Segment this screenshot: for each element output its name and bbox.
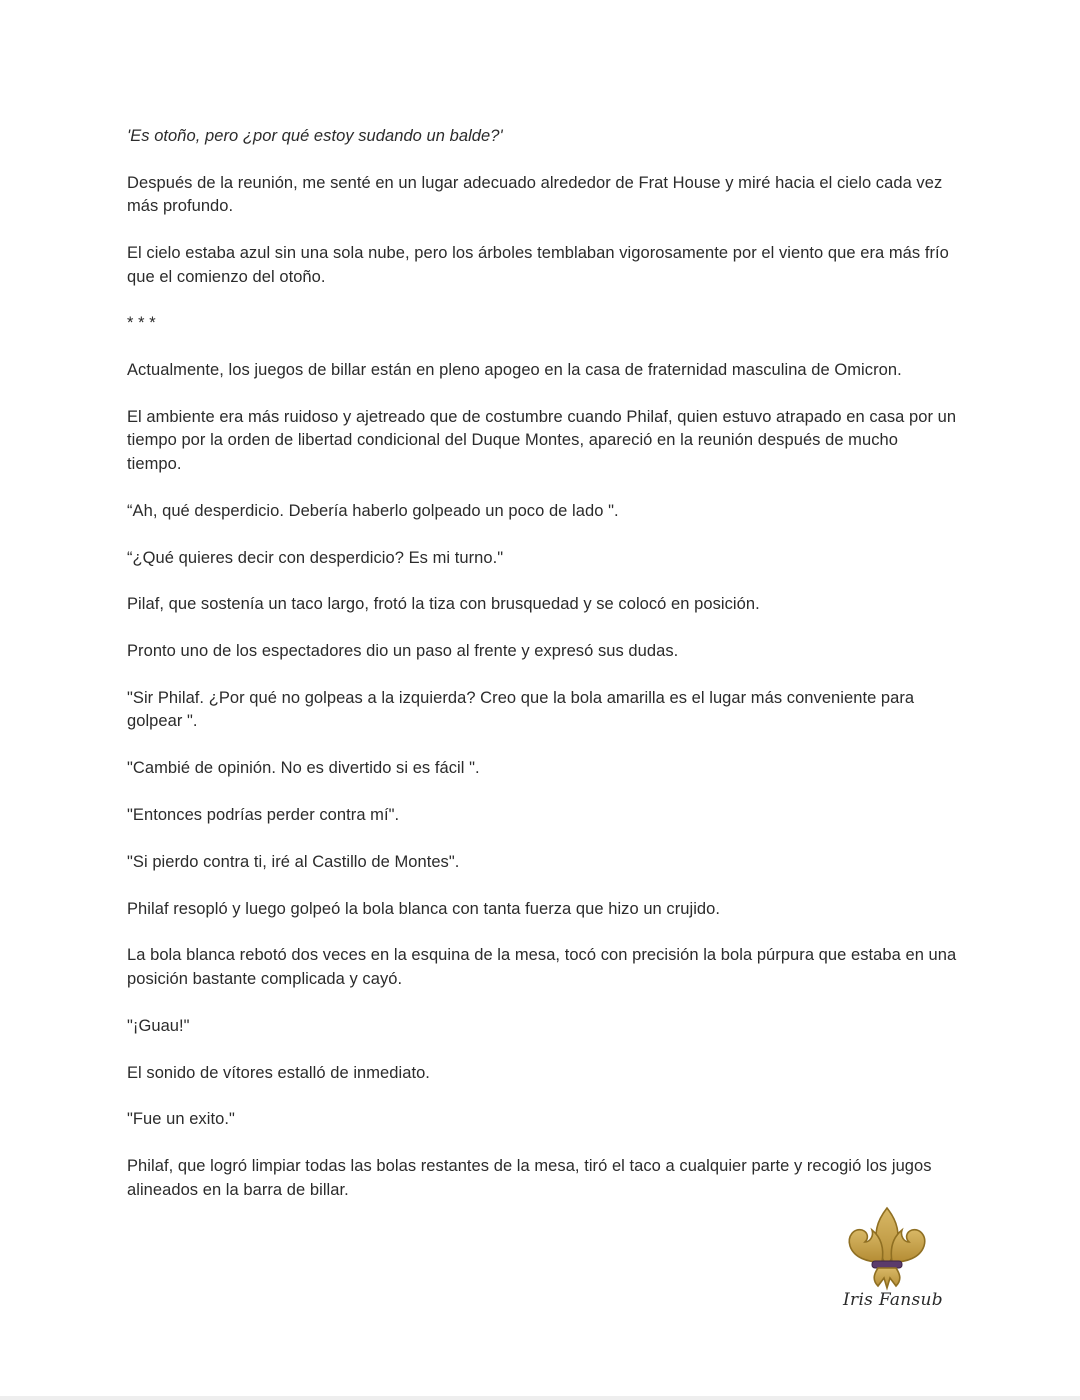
paragraph: El sonido de vítores estalló de inmediato. bbox=[127, 1063, 430, 1082]
logo-text: Iris Fansub bbox=[843, 1290, 943, 1310]
document-body bbox=[127, 125, 957, 1225]
paragraph: Después de la reunión, me senté en un lugar adecuado alrededor de Frat House y miré hacia el cielo cada vez más profundo. bbox=[127, 173, 943, 216]
paragraph: “Ah, qué desperdicio. Debería haberlo golpeado un poco de lado ". bbox=[127, 501, 619, 520]
paragraph: Philaf, que logró limpiar todas las bolas restantes de la mesa, tiró el taco a cualquier parte y recogió los jugos alineados en la barra de billar. bbox=[127, 1157, 932, 1199]
paragraph: Pilaf, que sostenía un taco largo, frotó la tiza con brusquedad y se colocó en posición. bbox=[127, 595, 760, 614]
paragraph: "Fue un exito." bbox=[127, 1110, 235, 1129]
paragraph: "¡Guau!" bbox=[127, 1016, 190, 1035]
paragraph: "Si pierdo contra ti, iré al Castillo de Montes". bbox=[127, 852, 460, 871]
paragraph: Philaf resopló y luego golpeó la bola blanca con tanta fuerza que hizo un crujido. bbox=[127, 899, 720, 918]
paragraph: La bola blanca rebotó dos veces en la esquina de la mesa, tocó con precisión la bola púrpura que estaba en una posición bastante complicada y cayó. bbox=[127, 946, 957, 988]
iris-fansub-logo bbox=[838, 1204, 948, 1316]
page-bottom-edge bbox=[0, 1396, 1080, 1400]
paragraph: Pronto uno de los espectadores dio un paso al frente y expresó sus dudas. bbox=[127, 642, 679, 661]
paragraph: "Entonces podrías perder contra mí". bbox=[127, 806, 400, 825]
paragraph: 'Es otoño, pero ¿por qué estoy sudando un balde?' bbox=[127, 127, 503, 145]
paragraph: El cielo estaba azul sin una sola nube, pero los árboles temblaban vigorosamente por el viento que era más frío que el comienzo del otoño. bbox=[127, 244, 949, 286]
paragraph: Actualmente, los juegos de billar están en pleno apogeo en la casa de fraternidad masculina de Omicron. bbox=[127, 361, 902, 380]
paragraph: “¿Qué quieres decir con desperdicio? Es mi turno." bbox=[127, 548, 504, 567]
paragraph: El ambiente era más ruidoso y ajetreado que de costumbre cuando Philaf, quien estuvo atrapado en casa por un tiempo por la orden de libertad condicional del Duque Montes, apareció en la reunión después de mucho tiempo. bbox=[127, 407, 957, 473]
fleur-de-lis-icon bbox=[838, 1204, 948, 1292]
paragraph: * * * bbox=[127, 314, 156, 333]
paragraph: "Cambié de opinión. No es divertido si es fácil ". bbox=[127, 759, 480, 778]
paragraph: "Sir Philaf. ¿Por qué no golpeas a la izquierda? Creo que la bola amarilla es el lugar más conveniente para golpear ". bbox=[127, 688, 915, 731]
